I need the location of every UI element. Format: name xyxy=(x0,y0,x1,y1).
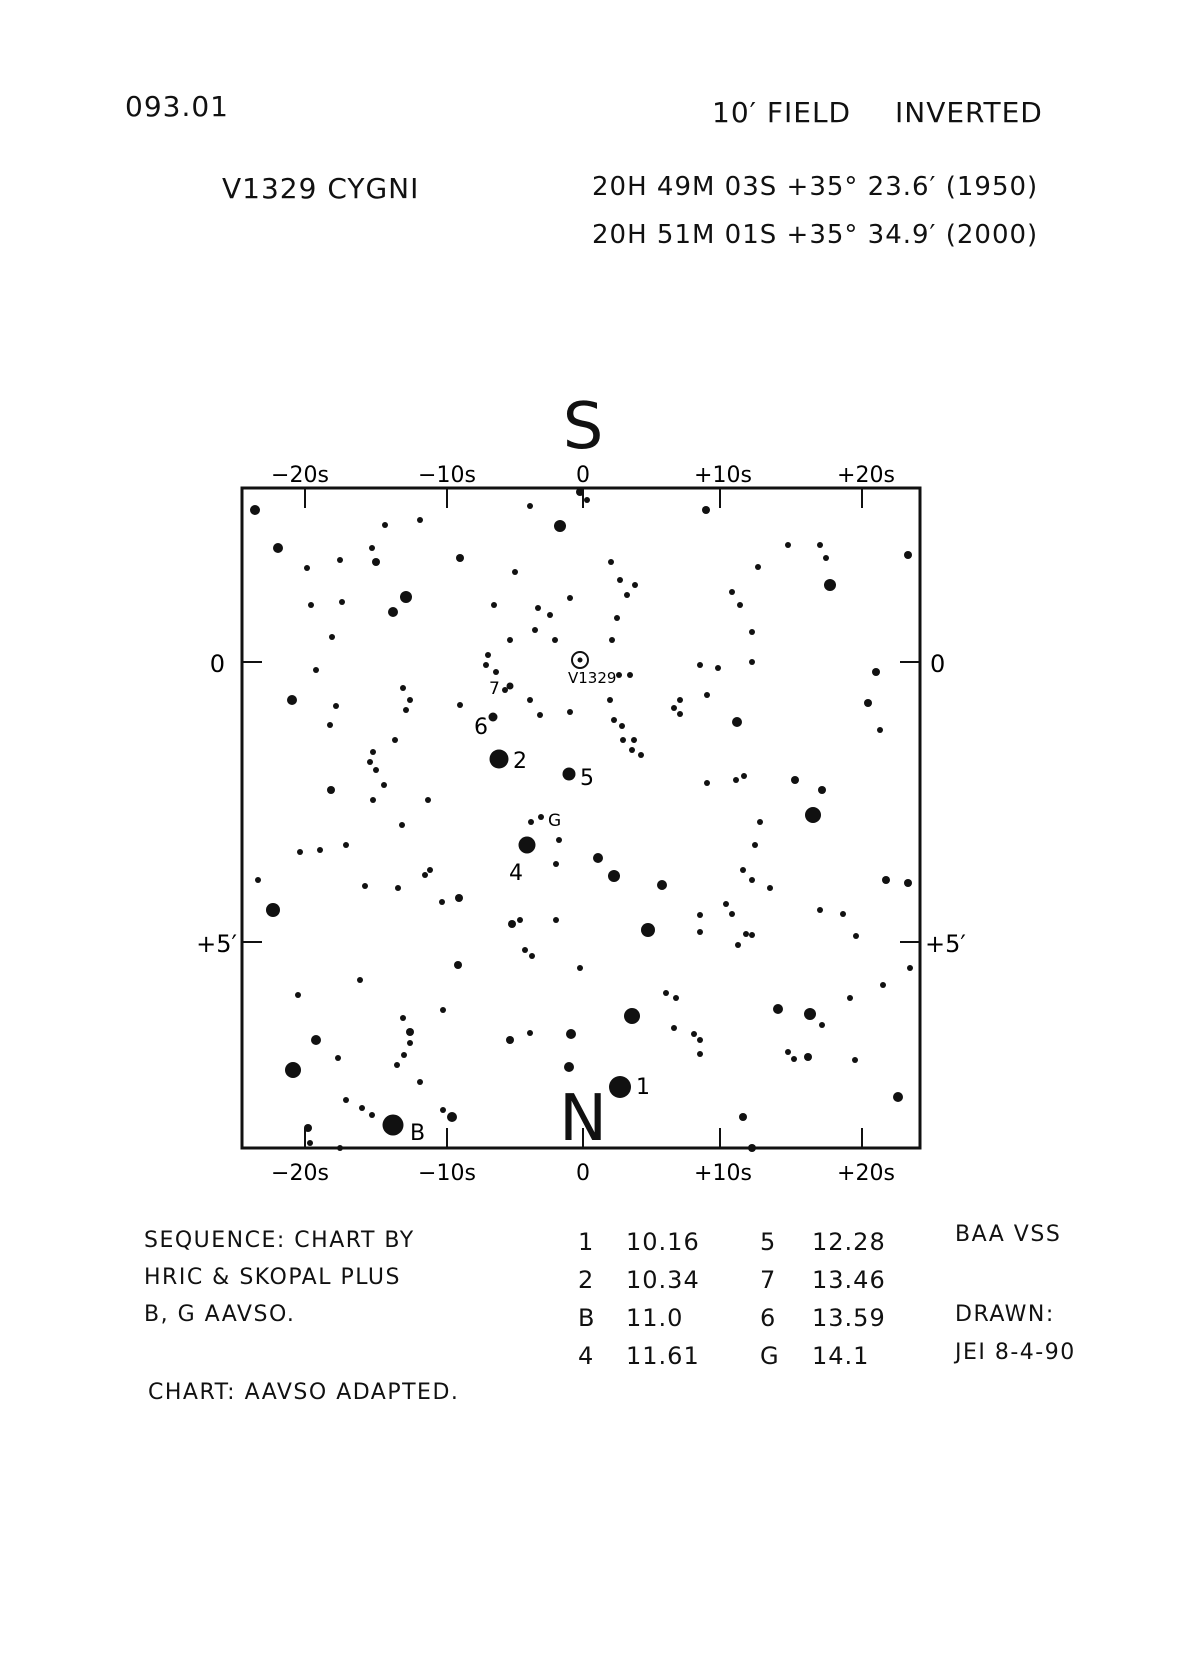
field-star xyxy=(287,695,297,705)
right-tick-label: 0 xyxy=(930,650,946,678)
coords-1950: 20H 49M 03S +35° 23.6′ (1950) xyxy=(592,172,1039,202)
field-star xyxy=(357,977,363,983)
comparison-star-5 xyxy=(563,768,576,781)
field-star xyxy=(307,1140,313,1146)
field-star xyxy=(804,1008,816,1020)
seq-label: 5 xyxy=(760,1228,777,1256)
field-star xyxy=(819,1022,825,1028)
field-star xyxy=(677,697,683,703)
field-star xyxy=(785,1049,791,1055)
field-star xyxy=(609,637,615,643)
field-star xyxy=(620,737,626,743)
field-star xyxy=(406,1028,414,1036)
field-star xyxy=(407,697,413,703)
field-star xyxy=(370,797,376,803)
field-star xyxy=(327,722,333,728)
left-tick-label: 0 xyxy=(209,650,225,678)
field-star xyxy=(737,602,743,608)
field-star xyxy=(785,542,791,548)
field-star xyxy=(317,847,323,853)
credit-line: SEQUENCE: CHART BY xyxy=(144,1228,415,1253)
field-star xyxy=(304,1124,312,1132)
comparison-star-g xyxy=(538,814,544,820)
field-star xyxy=(817,907,823,913)
seq-mag: 11.61 xyxy=(626,1342,700,1370)
field-star xyxy=(285,1062,301,1078)
field-star xyxy=(337,557,343,563)
field-star xyxy=(457,702,463,708)
field-star xyxy=(739,1113,747,1121)
seq-mag: 13.59 xyxy=(812,1304,886,1332)
comparison-star-label: 4 xyxy=(509,861,523,886)
field-star xyxy=(422,872,428,878)
field-star xyxy=(528,819,534,825)
field-star xyxy=(624,1008,640,1024)
field-star xyxy=(723,901,729,907)
field-star xyxy=(512,569,518,575)
field-star xyxy=(638,752,644,758)
field-star xyxy=(743,931,749,937)
field-star xyxy=(382,522,388,528)
comparison-star-6 xyxy=(489,713,498,722)
bottom-axis xyxy=(271,1128,895,1186)
credit-line: HRIC & SKOPAL PLUS xyxy=(144,1265,401,1290)
field-star xyxy=(553,861,559,867)
field-star xyxy=(627,672,633,678)
side-axes xyxy=(196,650,966,958)
field-star xyxy=(773,1004,783,1014)
field-star xyxy=(852,1057,858,1063)
seq-label: 1 xyxy=(578,1228,595,1256)
field-star xyxy=(840,911,846,917)
field-star xyxy=(584,497,590,503)
top-tick-label: +20s xyxy=(837,463,895,488)
comparison-star-label: 6 xyxy=(474,715,488,740)
field-star xyxy=(455,894,463,902)
comparison-star-2 xyxy=(490,750,509,769)
drawn-by: JEI 8-4-90 xyxy=(955,1340,1076,1365)
field-star xyxy=(308,602,314,608)
field-star xyxy=(624,592,630,598)
field-star xyxy=(904,551,912,559)
field-star xyxy=(407,1040,413,1046)
field-star xyxy=(608,870,620,882)
field-star xyxy=(439,899,445,905)
seq-mag: 10.16 xyxy=(626,1228,700,1256)
field-star xyxy=(791,776,799,784)
field-star xyxy=(608,559,614,565)
field-star xyxy=(677,711,683,717)
field-star xyxy=(631,737,637,743)
field-star xyxy=(715,665,721,671)
credit-line: B, G AAVSO. xyxy=(144,1302,296,1327)
organization: BAA VSS xyxy=(955,1222,1062,1247)
field-star xyxy=(273,543,283,553)
field-star xyxy=(417,517,423,523)
seq-label: G xyxy=(760,1342,780,1370)
field-star xyxy=(400,1015,406,1021)
comparison-star-4 xyxy=(519,837,536,854)
field-star xyxy=(400,591,412,603)
bottom-tick-label: 0 xyxy=(576,1161,590,1186)
field-star xyxy=(395,885,401,891)
field-star xyxy=(740,867,746,873)
field-star xyxy=(697,1051,703,1057)
field-star xyxy=(485,652,491,658)
field-star xyxy=(567,595,573,601)
field-star xyxy=(755,564,761,570)
bottom-tick-label: +20s xyxy=(837,1161,895,1186)
field-star xyxy=(329,634,335,640)
field-star xyxy=(295,992,301,998)
field-star xyxy=(697,912,703,918)
seq-mag: 11.0 xyxy=(626,1304,684,1332)
field-star xyxy=(506,1036,514,1044)
left-tick-label: +5′ xyxy=(196,930,237,958)
coords-2000: 20H 51M 01S +35° 34.9′ (2000) xyxy=(592,220,1039,250)
field-star xyxy=(619,723,625,729)
field-star xyxy=(893,1092,903,1102)
field-star xyxy=(729,589,735,595)
field-star xyxy=(880,982,886,988)
field-star xyxy=(691,1031,697,1037)
field-star xyxy=(343,842,349,848)
field-star xyxy=(362,883,368,889)
field-star xyxy=(507,637,513,643)
field-star xyxy=(547,612,553,618)
field-star xyxy=(671,1025,677,1031)
bottom-tick-label: −10s xyxy=(418,1161,476,1186)
field-star xyxy=(702,506,710,514)
field-star xyxy=(491,602,497,608)
field-star xyxy=(403,707,409,713)
comparison-star-label: 5 xyxy=(580,766,594,791)
field-star xyxy=(617,577,623,583)
bottom-tick-label: +10s xyxy=(694,1161,752,1186)
variable-star-marker xyxy=(568,652,616,687)
field-star xyxy=(327,786,335,794)
field-star xyxy=(607,697,613,703)
field-star xyxy=(697,662,703,668)
seq-label: 4 xyxy=(578,1342,595,1370)
top-tick-label: −20s xyxy=(271,463,329,488)
field-star xyxy=(370,749,376,755)
field-star xyxy=(823,555,829,561)
field-star xyxy=(369,1112,375,1118)
field-stars xyxy=(250,488,913,1152)
field-star xyxy=(748,1144,756,1152)
seq-mag: 10.34 xyxy=(626,1266,700,1294)
field-star xyxy=(752,842,758,848)
field-star xyxy=(805,807,821,823)
chart-id: 093.01 xyxy=(125,90,229,123)
field-star xyxy=(567,709,573,715)
field-star xyxy=(399,822,405,828)
field-star xyxy=(733,777,739,783)
field-star xyxy=(629,747,635,753)
field-star xyxy=(304,565,310,571)
field-star xyxy=(388,607,398,617)
field-star xyxy=(440,1007,446,1013)
field-star xyxy=(532,627,538,633)
field-star xyxy=(517,917,523,923)
field-star xyxy=(614,615,620,621)
field-star xyxy=(697,1037,703,1043)
field-star xyxy=(818,786,826,794)
field-star xyxy=(749,877,755,883)
field-star xyxy=(373,767,379,773)
field-star xyxy=(456,554,464,562)
field-star xyxy=(369,545,375,551)
field-star xyxy=(394,1062,400,1068)
field-star xyxy=(697,929,703,935)
field-star xyxy=(576,488,584,496)
field-star xyxy=(847,995,853,1001)
field-star xyxy=(527,503,533,509)
field-star xyxy=(657,880,667,890)
seq-mag: 12.28 xyxy=(812,1228,886,1256)
star-name: V1329 CYGNI xyxy=(222,172,420,205)
field-star xyxy=(335,1055,341,1061)
field-star xyxy=(593,853,603,863)
field-star xyxy=(401,1052,407,1058)
field-star xyxy=(824,579,836,591)
comparison-star-label: 7 xyxy=(489,679,500,699)
field-star xyxy=(757,819,763,825)
field-star xyxy=(483,662,489,668)
field-star xyxy=(882,876,890,884)
field-star xyxy=(804,1053,812,1061)
top-tick-label: +10s xyxy=(694,463,752,488)
field-star xyxy=(554,520,566,532)
drawn-label: DRAWN: xyxy=(955,1302,1055,1327)
field-star xyxy=(853,933,859,939)
field-star xyxy=(440,1107,446,1113)
south-label: S xyxy=(562,390,604,464)
field-star xyxy=(577,965,583,971)
field-star xyxy=(741,773,747,779)
field-star xyxy=(297,849,303,855)
field-star xyxy=(417,1079,423,1085)
seq-label: 2 xyxy=(578,1266,595,1294)
comparison-star-label: 1 xyxy=(636,1075,650,1100)
field-star xyxy=(359,1105,365,1111)
comparison-star-label: G xyxy=(548,811,562,831)
field-star xyxy=(392,737,398,743)
field-star xyxy=(508,920,516,928)
field-star xyxy=(527,697,533,703)
field-star xyxy=(552,637,558,643)
field-star xyxy=(704,692,710,698)
field-star xyxy=(343,1097,349,1103)
field-star xyxy=(663,990,669,996)
field-star xyxy=(333,703,339,709)
field-star xyxy=(556,837,562,843)
field-star xyxy=(872,668,880,676)
seq-label: B xyxy=(578,1304,596,1332)
north-label: N xyxy=(559,1082,607,1156)
field-star xyxy=(527,1030,533,1036)
comparison-star-label: 2 xyxy=(513,749,527,774)
field-star xyxy=(732,717,742,727)
field-star xyxy=(749,659,755,665)
field-star xyxy=(564,1062,574,1072)
comparison-star-label: B xyxy=(410,1121,426,1146)
field-star xyxy=(735,942,741,948)
field-star xyxy=(904,879,912,887)
comparison-star-1 xyxy=(609,1076,631,1098)
top-axis xyxy=(271,463,895,508)
top-tick-label: −10s xyxy=(418,463,476,488)
field-star xyxy=(641,923,655,937)
seq-label: 7 xyxy=(760,1266,777,1294)
field-star xyxy=(381,782,387,788)
comparison-stars xyxy=(383,679,651,1146)
field-star xyxy=(749,629,755,635)
field-star xyxy=(313,667,319,673)
seq-mag: 13.46 xyxy=(812,1266,886,1294)
field-star xyxy=(522,947,528,953)
field-star xyxy=(749,932,755,938)
field-orientation: INVERTED xyxy=(895,96,1043,129)
field-star xyxy=(767,885,773,891)
field-star xyxy=(454,961,462,969)
field-size: 10′ FIELD xyxy=(712,96,852,129)
comparison-star-7 xyxy=(507,683,514,690)
field-star xyxy=(266,903,280,917)
field-star xyxy=(791,1056,797,1062)
field-star xyxy=(400,685,406,691)
field-star xyxy=(729,911,735,917)
field-star xyxy=(566,1029,576,1039)
field-star xyxy=(611,717,617,723)
field-star xyxy=(427,867,433,873)
field-star xyxy=(372,558,380,566)
field-star xyxy=(493,669,499,675)
seq-mag: 14.1 xyxy=(812,1342,870,1370)
field-star xyxy=(367,759,373,765)
bottom-tick-label: −20s xyxy=(271,1161,329,1186)
field-star xyxy=(529,953,535,959)
field-star xyxy=(337,1145,343,1151)
field-star xyxy=(632,582,638,588)
field-star xyxy=(907,965,913,971)
field-star xyxy=(255,877,261,883)
field-star xyxy=(250,505,260,515)
right-tick-label: +5′ xyxy=(925,930,966,958)
field-star xyxy=(673,995,679,1001)
field-star xyxy=(447,1112,457,1122)
top-tick-label: 0 xyxy=(576,463,590,488)
field-star xyxy=(817,542,823,548)
field-star xyxy=(671,705,677,711)
field-star xyxy=(616,672,622,678)
chart-note: CHART: AAVSO ADAPTED. xyxy=(148,1380,460,1405)
field-star xyxy=(704,780,710,786)
comparison-star-b xyxy=(383,1115,404,1136)
field-star xyxy=(311,1035,321,1045)
variable-star-label: V1329 xyxy=(568,669,617,687)
seq-label: 6 xyxy=(760,1304,777,1332)
field-star xyxy=(535,605,541,611)
field-star xyxy=(339,599,345,605)
field-star xyxy=(864,699,872,707)
field-star xyxy=(877,727,883,733)
field-star xyxy=(537,712,543,718)
field-star xyxy=(553,917,559,923)
field-star xyxy=(425,797,431,803)
